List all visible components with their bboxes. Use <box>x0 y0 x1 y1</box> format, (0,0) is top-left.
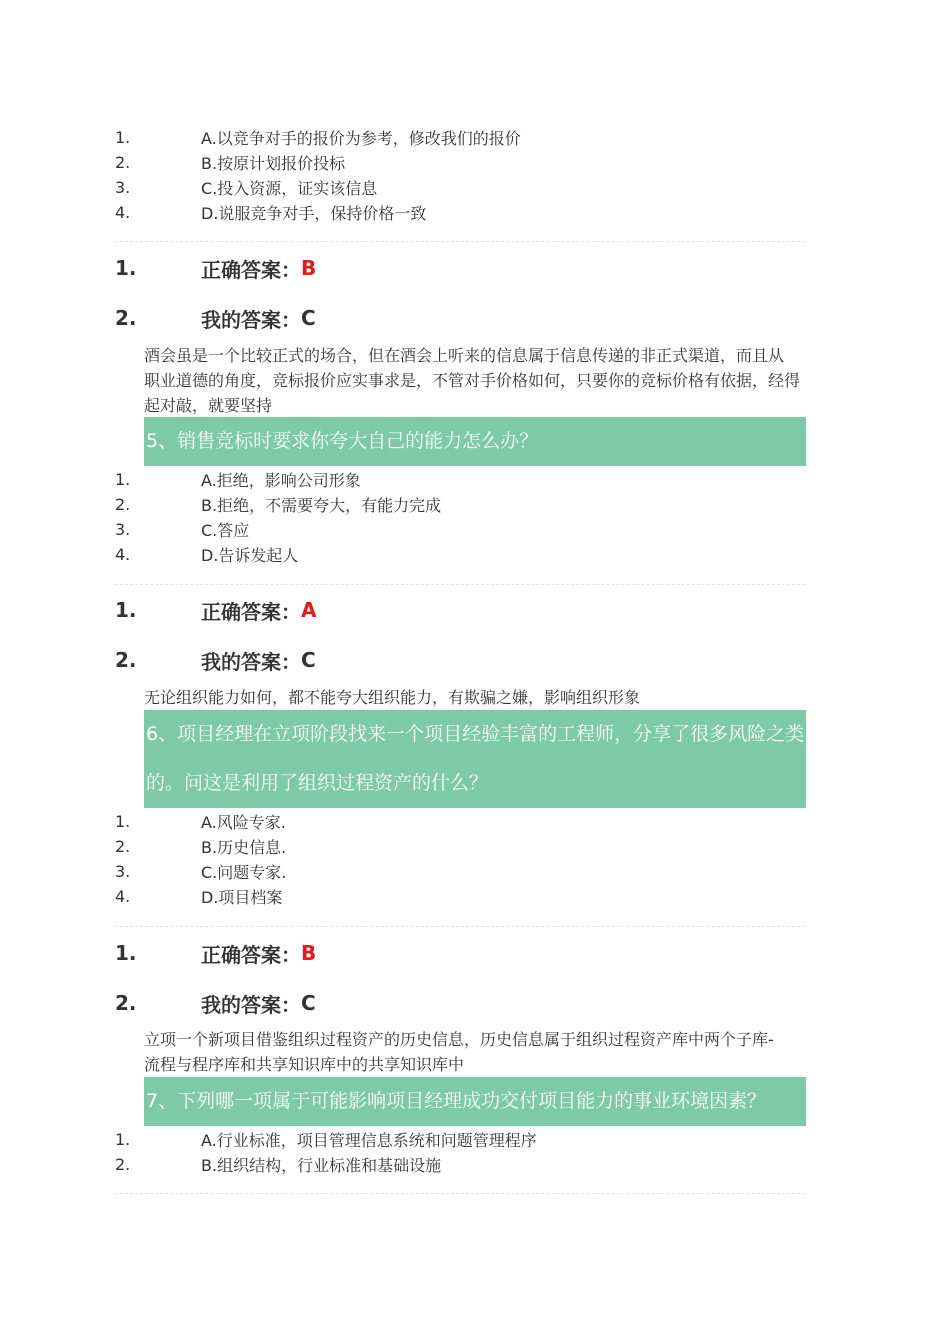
divider <box>115 926 805 927</box>
option-item: 2. B.组织结构，行业标准和基础设施 <box>115 1155 442 1175</box>
q4-correct-answer: 1. 正确答案： B <box>115 256 317 282</box>
q4-my-answer: 2. 我的答案： C <box>115 306 316 332</box>
q4-explanation: 酒会虽是一个比较正式的场合，但在酒会上听来的信息属于信息传递的非正式渠道，而且从 职业道德的角度，竞标报价应实事求是，不管对手价格如何，只要你的竞标价格有依据，经得 起对敲，就要坚持 <box>144 346 801 415</box>
question-5-bar: 5、销售竞标时要求你夸大自己的能力怎么办？ <box>144 417 806 466</box>
option-item: 4. D.项目档案 <box>115 887 283 907</box>
option-item: 3. C.答应 <box>115 520 250 540</box>
divider <box>115 584 805 585</box>
q5-my-answer: 2. 我的答案： C <box>115 648 316 674</box>
option-item: 4. D.说服竞争对手，保持价格一致 <box>115 203 427 223</box>
question-7-bar: 7、下列哪一项属于可能影响项目经理成功交付项目能力的事业环境因素？ <box>144 1077 806 1126</box>
option-item: 1. A.以竞争对手的报价为参考，修改我们的报价 <box>115 128 521 148</box>
q6-explanation: 立项一个新项目借鉴组织过程资产的历史信息，历史信息属于组织过程资产库中两个子库- 流程与程序库和共享知识库中的共享知识库中 <box>144 1030 774 1074</box>
option-item: 2. B.拒绝，不需要夸大，有能力完成 <box>115 495 442 515</box>
option-item: 3. C.投入资源，证实该信息 <box>115 178 378 198</box>
my-answer-value: C <box>301 306 316 330</box>
q6-options <box>115 809 815 909</box>
divider <box>115 241 805 242</box>
option-item: 1. A.行业标准，项目管理信息系统和问题管理程序 <box>115 1130 537 1150</box>
correct-answer-value: B <box>301 256 317 280</box>
option-item: 1. A.拒绝，影响公司形象 <box>115 470 361 490</box>
q5-options <box>115 467 815 567</box>
q5-correct-answer: 1. 正确答案： A <box>115 598 317 624</box>
option-item: 2. B.历史信息. <box>115 837 287 857</box>
q6-my-answer: 2. 我的答案： C <box>115 991 316 1017</box>
option-item: 3. C.问题专家. <box>115 862 287 882</box>
correct-answer-value: A <box>301 598 317 622</box>
q5-explanation: 无论组织能力如何，都不能夸大组织能力，有欺骗之嫌，影响组织形象 <box>144 688 641 707</box>
option-item: 2. B.按原计划报价投标 <box>115 153 346 173</box>
option-item: 1. A.风险专家. <box>115 812 286 832</box>
option-item: 4. D.告诉发起人 <box>115 545 299 565</box>
my-answer-value: C <box>301 648 316 672</box>
question-6-bar: 6、项目经理在立项阶段找来一个项目经验丰富的工程师，分享了很多风险之类 的。问这是利用了组织过程资产的什么？ <box>144 710 806 808</box>
my-answer-value: C <box>301 991 316 1015</box>
q6-correct-answer: 1. 正确答案： B <box>115 941 317 967</box>
divider <box>115 1193 805 1194</box>
correct-answer-value: B <box>301 941 317 965</box>
q7-options <box>115 1127 815 1177</box>
q4-options <box>115 125 815 225</box>
